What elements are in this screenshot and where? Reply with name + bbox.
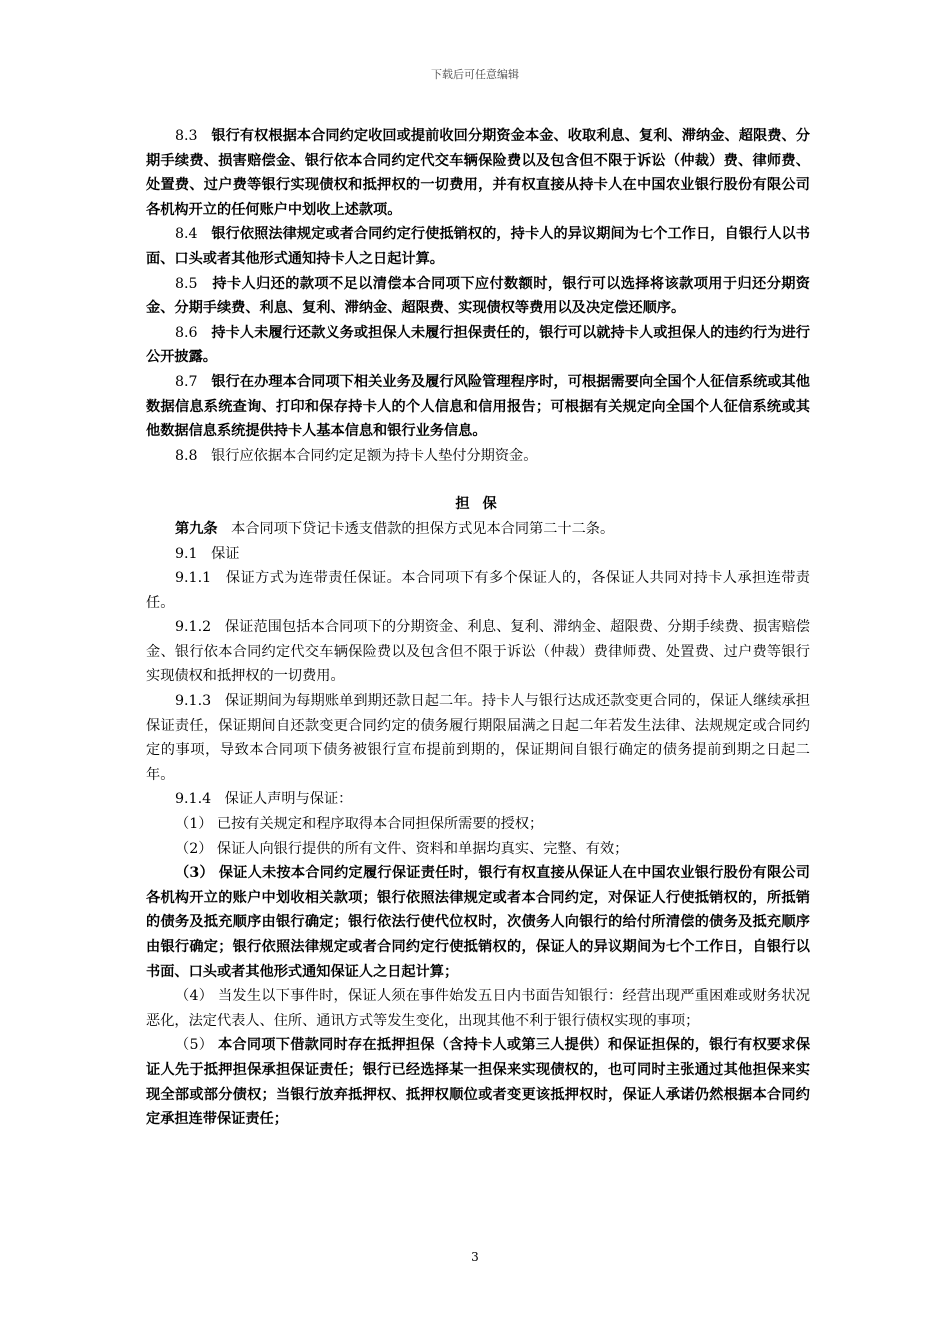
clause-number: 8.3 (175, 128, 198, 144)
clause-text: 保证 (211, 545, 240, 562)
clause-8-7 (146, 370, 810, 444)
clause-8-6 (146, 321, 810, 370)
clause-9-1-3 (146, 689, 810, 787)
clause-number: 9.1.4 (175, 791, 212, 808)
clause-8-8 (146, 444, 810, 469)
clause-9-1 (146, 542, 810, 567)
clause-text: 银行在办理本合同项下相关业务及履行风险管理程序时，可根据需要向全国个人征信系统或其他数据信息系统查询、打印和保存持卡人的个人信息和信用报告；可根据有关规定向全国个人征信系统或其他数据信息系统提供持卡人基本信息和银行业务信息。 (146, 373, 810, 440)
article-9 (146, 517, 810, 542)
list-item-1 (146, 812, 810, 837)
clause-number: 8.6 (175, 324, 198, 341)
clause-8-3 (146, 124, 810, 222)
clause-number: 9.1.2 (175, 619, 212, 636)
clause-number: 8.4 (175, 226, 198, 243)
clause-number: 9.1.3 (175, 693, 212, 710)
clause-9-1-2 (146, 615, 810, 689)
clause-8-5 (146, 272, 810, 321)
section-title: 担 保 (455, 496, 501, 513)
clause-text: 持卡人归还的款项不足以清偿本合同项下应付数额时，银行可以选择将该款项用于归还分期资金、分期手续费、利息、复利、滞纳金、超限费、实现债权等费用以及决定偿还顺序。 (146, 275, 810, 317)
item-text: 保证人未按本合同约定履行保证责任时，银行有权直接从保证人在中国农业银行股份有限公司各机构开立的账户中划收相关款项；银行依照法律规定或者本合同约定，对保证人行使抵销权的，所抵销的债务及抵充顺序由银行确定；银行依法行使代位权时，次债务人向银行的给付所清偿的债务及抵充顺序由银行确定；银行依照法律规定或者合同约定行使抵销权的，保证人的异议期间为七个工作日，自银行以书面、口头或者其他形式通知保证人之日起计算； (146, 865, 810, 980)
clause-text: 银行依照法律规定或者合同约定行使抵销权的，持卡人的异议期间为七个工作日，自银行人以书面、口头或者其他形式通知持卡人之日起计算。 (146, 226, 810, 267)
item-number: （3） (175, 865, 214, 882)
document-body (146, 124, 810, 1132)
item-number: （1） (175, 816, 213, 833)
page-number: 3 (471, 1250, 479, 1264)
item-number: （2） (175, 840, 213, 857)
clause-text: 保证人声明与保证： (224, 791, 353, 808)
clause-text: 持卡人未履行还款义务或担保人未履行担保责任的，银行可以就持卡人或担保人的违约行为进行公开披露。 (146, 324, 810, 366)
list-item-5 (146, 1033, 810, 1131)
clause-text: 保证方式为连带责任保证。本合同项下有多个保证人的，各保证人共同对持卡人承担连带责任。 (146, 570, 810, 611)
clause-text: 银行有权根据本合同约定收回或提前收回分期资金本金、收取利息、复利、滞纳金、超限费、分期手续费、损害赔偿金、银行依本合同约定代交车辆保险费以及包含但不限于诉讼（仲裁）费、律师费、处置费、过户费等银行实现债权和抵押权的一切费用，并有权直接从持卡人在中国农业银行股份有限公司各机构开立的任何账户中划收上述款项。 (146, 128, 810, 218)
list-item-2 (146, 837, 810, 862)
article-label: 第九条 (175, 520, 218, 537)
clause-text: 银行应依据本合同约定足额为持卡人垫付分期资金。 (211, 447, 538, 464)
clause-number: 8.7 (175, 373, 198, 390)
clause-number: 8.8 (175, 447, 198, 464)
list-item-4 (146, 984, 810, 1033)
item-number: （5） (175, 1037, 214, 1054)
article-text: 本合同项下贷记卡透支借款的担保方式见本合同第二十二条。 (231, 520, 615, 537)
clause-9-1-1 (146, 566, 810, 615)
page-header: 下载后可任意编辑 (431, 68, 519, 81)
item-number: （4） (175, 988, 214, 1005)
item-text: 已按有关规定和程序取得本合同担保所需要的授权； (216, 816, 544, 833)
clause-9-1-4 (146, 787, 810, 812)
clause-number: 8.5 (175, 275, 198, 292)
list-item-3 (146, 861, 810, 984)
clause-8-4 (146, 222, 810, 271)
clause-text: 保证范围包括本合同项下的分期资金、利息、复利、滞纳金、超限费、分期手续费、损害赔偿金、银行依本合同约定代交车辆保险费以及包含但不限于诉讼（仲裁）费律师费、处置费、过户费等银行实现债权和抵押权的一切费用。 (146, 619, 810, 685)
clause-number: 9.1.1 (175, 570, 212, 587)
clause-text: 保证期间为每期账单到期还款日起二年。持卡人与银行达成还款变更合同的，保证人继续承担保证责任，保证期间自还款变更合同约定的债务履行期限届满之日起二年若发生法律、法规规定或合同约定的事项，导致本合同项下债务被银行宣布提前到期的，保证期间自银行确定的债务提前到期之日起二年。 (146, 693, 810, 783)
clause-number: 9.1 (175, 545, 198, 562)
item-text: 当发生以下事件时，保证人须在事件始发五日内书面告知银行：经营出现严重困难或财务状况恶化，法定代表人、住所、通讯方式等发生变化，出现其他不利于银行债权实现的事项； (146, 988, 811, 1029)
item-text: 本合同项下借款同时存在抵押担保（含持卡人或第三人提供）和保证担保的，银行有权要求保证人先于抵押担保承担保证责任；银行已经选择某一担保来实现债权的，也可同时主张通过其他担保来实现全部或部分债权；当银行放弃抵押权、抵押权顺位或者变更该抵押权时，保证人承诺仍然根据本合同约定承担连带保证责任； (146, 1037, 811, 1128)
item-text: 保证人向银行提供的所有文件、资料和单据均真实、完整、有效； (216, 840, 629, 857)
